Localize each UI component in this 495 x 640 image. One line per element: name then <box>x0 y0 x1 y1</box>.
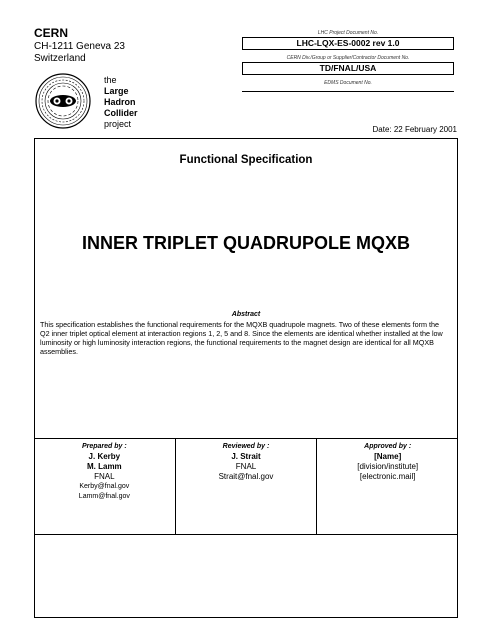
approved-by-heading: Approved by : <box>364 443 412 450</box>
lhc-the: the <box>104 75 117 85</box>
prepared-by-email-1: Kerby@fnal.gov <box>79 483 130 490</box>
lhc-collider: Collider <box>104 108 138 118</box>
document-frame <box>34 138 458 618</box>
prepared-by-email-2: Lamm@fnal.gov <box>78 493 130 500</box>
division-doc-label: CERN Div./Group or Supplier/Contractor Document No. <box>286 55 410 61</box>
reviewed-by-heading: Reviewed by : <box>222 443 270 450</box>
approved-by-column <box>316 439 458 534</box>
address-line-1: CH-1211 Geneva 23 <box>34 41 125 52</box>
lhc-hadron: Hadron <box>104 97 136 107</box>
reviewed-by-org: FNAL <box>235 462 257 471</box>
prepared-by-name-2: M. Lamm <box>87 462 122 471</box>
prepared-by-name-1: J. Kerby <box>88 452 121 461</box>
project-doc-number: LHC-LQX-ES-0002 rev 1.0 <box>242 37 454 50</box>
prepared-by-org: FNAL <box>94 472 115 481</box>
document-type: Functional Specification <box>179 154 313 166</box>
project-doc-label: LHC Project Document No. <box>317 30 379 36</box>
address-line-2: Switzerland <box>34 53 86 64</box>
edms-label: EDMS Document No. <box>324 80 372 86</box>
approved-by-email: [electronic.mail] <box>359 472 416 481</box>
signature-table <box>34 438 458 535</box>
division-doc-number: TD/FNAL/USA <box>242 62 454 75</box>
org-name: CERN <box>34 26 69 40</box>
abstract-heading: Abstract <box>231 311 261 318</box>
prepared-by-heading: Prepared by : <box>81 443 127 450</box>
approved-by-division: [division/institute] <box>357 462 419 471</box>
edms-divider <box>242 91 454 92</box>
abstract-text: This specification establishes the functional requirements for the MQXB quadrupole magnets. Two of these elements form the Q2 inner triplet optical element at interaction regions 1, 2, 5 and 8. Since the elements are identical whether installed at the low luminosity or high luminosity interaction regions, the functional requirements to the magnet design are identical for all MQXB assemblies. <box>40 320 443 356</box>
lhc-large: Large <box>104 86 129 96</box>
lhc-project: project <box>104 119 132 129</box>
prepared-by-column <box>34 439 175 534</box>
approved-by-name: [Name] <box>374 452 402 461</box>
lhc-ring-logo-icon <box>34 72 92 130</box>
reviewed-by-name: J. Strait <box>231 452 261 461</box>
lhc-project-label <box>104 75 138 130</box>
document-title: INNER TRIPLET QUADRUPOLE MQXB <box>81 233 410 253</box>
org-address <box>34 41 125 65</box>
reviewed-by-email: Strait@fnal.gov <box>218 472 274 481</box>
reviewed-by-column <box>175 439 317 534</box>
document-date: Date: 22 February 2001 <box>372 125 457 134</box>
